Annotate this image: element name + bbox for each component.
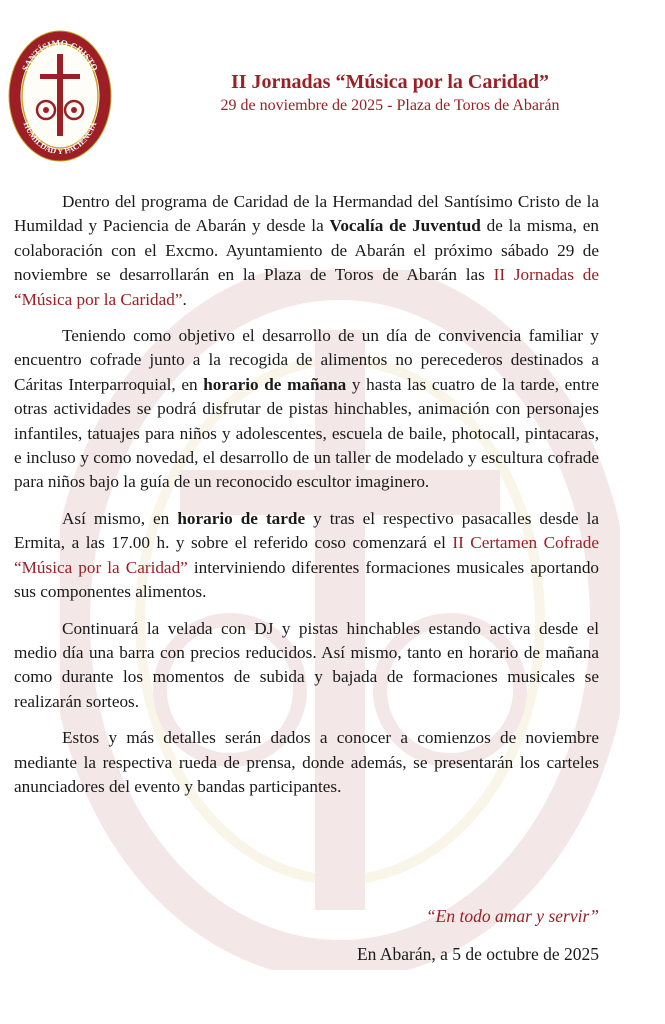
document-header (130, 70, 650, 116)
brotherhood-seal-logo (6, 28, 114, 164)
p2-text-c: y hasta las cuatro de la tarde, entre otras actividades se podrá disfrutar de pistas hinchables, animación con personajes infantiles, tatuajes para niños y adolescentes, escuela de baile, photocall, pintacaras, e incluso y como novedad, el desarrollo de un taller de modelado y escultura cofrade para niños bajo la guía de un reconocido escultor imaginero. (14, 374, 599, 492)
p3-text-a: Así mismo, en (62, 508, 178, 528)
p1-text-e: . (182, 289, 187, 309)
paragraph-3 (14, 507, 599, 605)
document-body (14, 190, 599, 811)
document-title: II Jornadas “Música por la Caridad” (230, 71, 549, 93)
p3-highlight-certamen: II Certamen Cofrade “Música por la Caridad” (14, 533, 599, 577)
p1-text-a: Dentro del programa de Caridad de la Hermandad del Santísimo Cristo de la Humildad y Paciencia de Abarán y desde la (14, 192, 599, 236)
paragraph-2 (14, 324, 599, 495)
logo-text-bottom: HUMILDAD Y PACIENCIA (21, 120, 99, 157)
logo-text-top: SANTÍSIMO CRISTO (19, 37, 101, 73)
p3-text-e: interviniendo diferentes formaciones musicales aportando sus componentes alimentos. (14, 557, 600, 602)
p1-highlight-jornadas: II Jornadas de “Música por la Caridad” (14, 265, 599, 309)
document-subtitle: 29 de noviembre de 2025 - Plaza de Toros de Abarán (220, 97, 560, 114)
paragraph-4: Continuará la velada con DJ y pistas hinchables estando activa desde el medio día una barra con precios reducidos. Así mismo, tanto en horario de mañana como durante los momentos de subida y bajada de formaciones musicales se realizarán sorteos. (14, 618, 599, 711)
p1-text-c: de la misma, en colaboración con el Excmo. Ayuntamiento de Abarán el próximo sábado 29 de noviembre se desarrollarán en la Plaza de Toros de Abarán las (14, 216, 599, 285)
p2-text-a: Teniendo como objetivo el desarrollo de un día de convivencia familiar y encuentro cofrade junto a la recogida de alimentos no perecederos destinados a Cáritas Interparroquial, en (14, 326, 599, 394)
paragraph-5: Estos y más detalles serán dados a conocer a comienzos de noviembre mediante la respectiva rueda de prensa, donde además, se presentarán los carteles anunciadores del evento y bandas participantes. (14, 728, 599, 796)
paragraph-1 (14, 190, 599, 312)
p3-bold-horario-tarde: horario de tarde (177, 508, 306, 528)
p1-bold-vocalia: Vocalía de Juventud (329, 216, 481, 236)
motto: “En todo amar y servir” (425, 906, 599, 926)
p3-text-c: y tras el respectivo pasacalles desde la Ermita, a las 17.00 h. y sobre el referido coso comenzará el (14, 508, 599, 553)
p2-bold-horario-manana: horario de mañana (203, 374, 347, 394)
signoff-date: En Abarán, a 5 de octubre de 2025 (356, 944, 599, 964)
